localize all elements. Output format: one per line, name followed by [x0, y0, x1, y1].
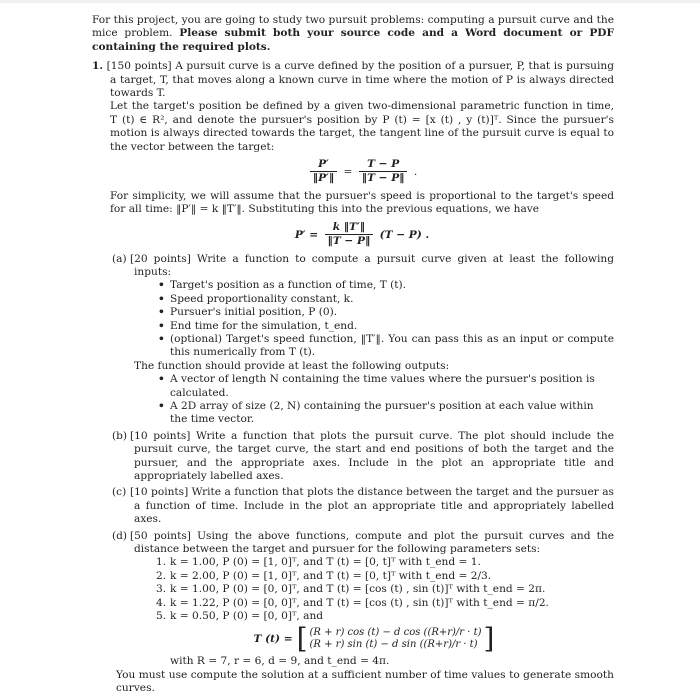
part-d-points: [50 points]	[130, 529, 191, 542]
parameter-with-line: with R = 7, r = 6, d = 9, and t_end = 4π.	[170, 655, 390, 668]
part-d-label: (d)	[112, 529, 128, 542]
list-item: • End time for the simulation, t_end.	[170, 320, 614, 333]
problem-1-paragraph-2: Let the target's position be defined by a given two-dimensional parametric function in time, T (t) ∈ R², and denote the pursuer's position by P (t) = [x (t) , y (t)]ᵀ. Since the pursuer's motion is always directed towards the target, the tangent line of the pursuit curve is equal to the vector between the target:	[110, 100, 614, 153]
eq2-num: k ‖T′‖	[325, 221, 374, 235]
eq1-lhs-num: P′	[310, 158, 337, 172]
part-a-outputs-list	[134, 373, 614, 427]
intro-paragraph	[92, 14, 614, 54]
eq1-equals: =	[343, 165, 353, 178]
eq1-end: .	[413, 165, 418, 178]
part-a-label: (a)	[112, 252, 127, 265]
part-a	[110, 253, 614, 427]
equation-epitrochoid: T (t) = [ (R + r) cos (t) − d cos ((R+r)/r · t) (R + r) sin (t) − d sin ((R+r)/r · t) ]	[253, 622, 495, 656]
eq2-lhs: P′ =	[294, 228, 319, 241]
list-item: • Pursuer's initial position, P (0).	[170, 306, 614, 319]
list-item: • (optional) Target's speed function, ‖T′‖. You can pass this as an input or compute this numerically from T (t).	[170, 333, 614, 360]
part-a-outputs-intro: The function should provide at least the following outputs:	[134, 359, 450, 372]
part-a-points: [20 points]	[130, 252, 191, 265]
matrix-lhs: T (t) =	[253, 632, 293, 645]
matrix-row-2: (R + r) sin (t) − d sin ((R+r)/r · t)	[309, 639, 478, 651]
part-a-inputs-list	[134, 279, 614, 359]
eq1-rhs-den: ‖T − P‖	[361, 172, 405, 185]
problem-1-points: [150 points]	[106, 60, 172, 73]
equation-pursuit	[110, 221, 614, 249]
part-b-points: [10 points]	[130, 429, 191, 442]
part-c-text: Write a function that plots the distance between the target and the pursuer as a function of time. Include in the plot an appropriate title and appropriately labelled axes.	[134, 486, 614, 526]
problem-1-definition: A pursuit curve is a curve defined by the position of a pursuer, P, that is pursuing a target, T, that moves along a known curve in time where the motion of P is always directed towards T.	[110, 60, 614, 100]
part-b-label: (b)	[112, 429, 128, 442]
footer-instruction: You must use compute the solution at a sufficient number of time values to generate smooth curves.	[116, 668, 614, 695]
part-d-text: Using the above functions, compute and plot the pursuit curves and the distance between the target and pursuer for the following parameters sets:	[134, 529, 615, 556]
list-item: • Target's position as a function of time, T (t).	[170, 279, 614, 292]
intro-text: For this project, you are going to study two pursuit problems: computing a pursuit curve and the mice problem.	[92, 14, 614, 40]
intro-bold-instruction: Please submit both your source code and a Word document or PDF containing the required plots.	[92, 27, 614, 53]
problem-1	[92, 60, 614, 695]
eq1-lhs-den: ‖P′‖	[312, 172, 335, 185]
problem-1-paragraph-3: For simplicity, we will assume that the pursuer's speed is proportional to the target's speed for all time: ‖P′‖ = k ‖T′‖. Substituting this into the previous equations, we have	[110, 189, 614, 216]
list-item: • A vector of length N containing the time values where the pursuer's position is calculated.	[170, 373, 614, 400]
list-item: • Speed proportionality constant, k.	[170, 293, 614, 306]
part-a-text: Write a function to compute a pursuit curve given at least the following inputs:	[134, 252, 614, 278]
equation-tangent	[110, 158, 614, 186]
list-item: • A 2D array of size (2, N) containing the pursuer's position at each value within the time vector.	[170, 400, 614, 427]
list-item: 5. k = 0.50, P (0) = [0, 0]ᵀ, and	[156, 610, 324, 623]
part-d	[110, 530, 614, 669]
list-item: 2. k = 2.00, P (0) = [1, 0]ᵀ, and T (t) = [0, t]ᵀ with t_end = 2/3.	[156, 569, 492, 582]
matrix-row-1: (R + r) cos (t) − d cos ((R+r)/r · t)	[309, 627, 482, 639]
parameter-sets-list	[134, 556, 614, 623]
part-c	[110, 486, 614, 526]
part-c-label: (c)	[112, 486, 127, 499]
part-b-text: Write a function that plots the pursuit curve. The plot should include the pursuit curve, the target curve, the start and end positions of both the target and the pursuer, and the appropriate axes. Include in the plot an appropriate title and appropriately labelled axes.	[134, 429, 614, 482]
list-item: 3. k = 1.00, P (0) = [0, 0]ᵀ, and T (t) = [cos (t) , sin (t)]ᵀ with t_end = 2π.	[156, 583, 546, 596]
top-border	[0, 0, 700, 3]
list-item: 1. k = 1.00, P (0) = [1, 0]ᵀ, and T (t) = [0, t]ᵀ with t_end = 1.	[156, 556, 481, 569]
eq2-den: ‖T − P‖	[327, 235, 371, 248]
part-b	[110, 430, 614, 484]
problem-1-number: 1.	[92, 60, 104, 73]
part-c-points: [10 points]	[130, 486, 189, 499]
eq2-rhs: (T − P) .	[379, 228, 430, 241]
eq1-rhs-num: T − P	[359, 158, 408, 172]
problem-1-intro	[92, 60, 614, 100]
list-item: 4. k = 1.22, P (0) = [0, 0]ᵀ, and T (t) = [cos (t) , sin (t)]ᵀ with t_end = π/2.	[156, 596, 549, 609]
